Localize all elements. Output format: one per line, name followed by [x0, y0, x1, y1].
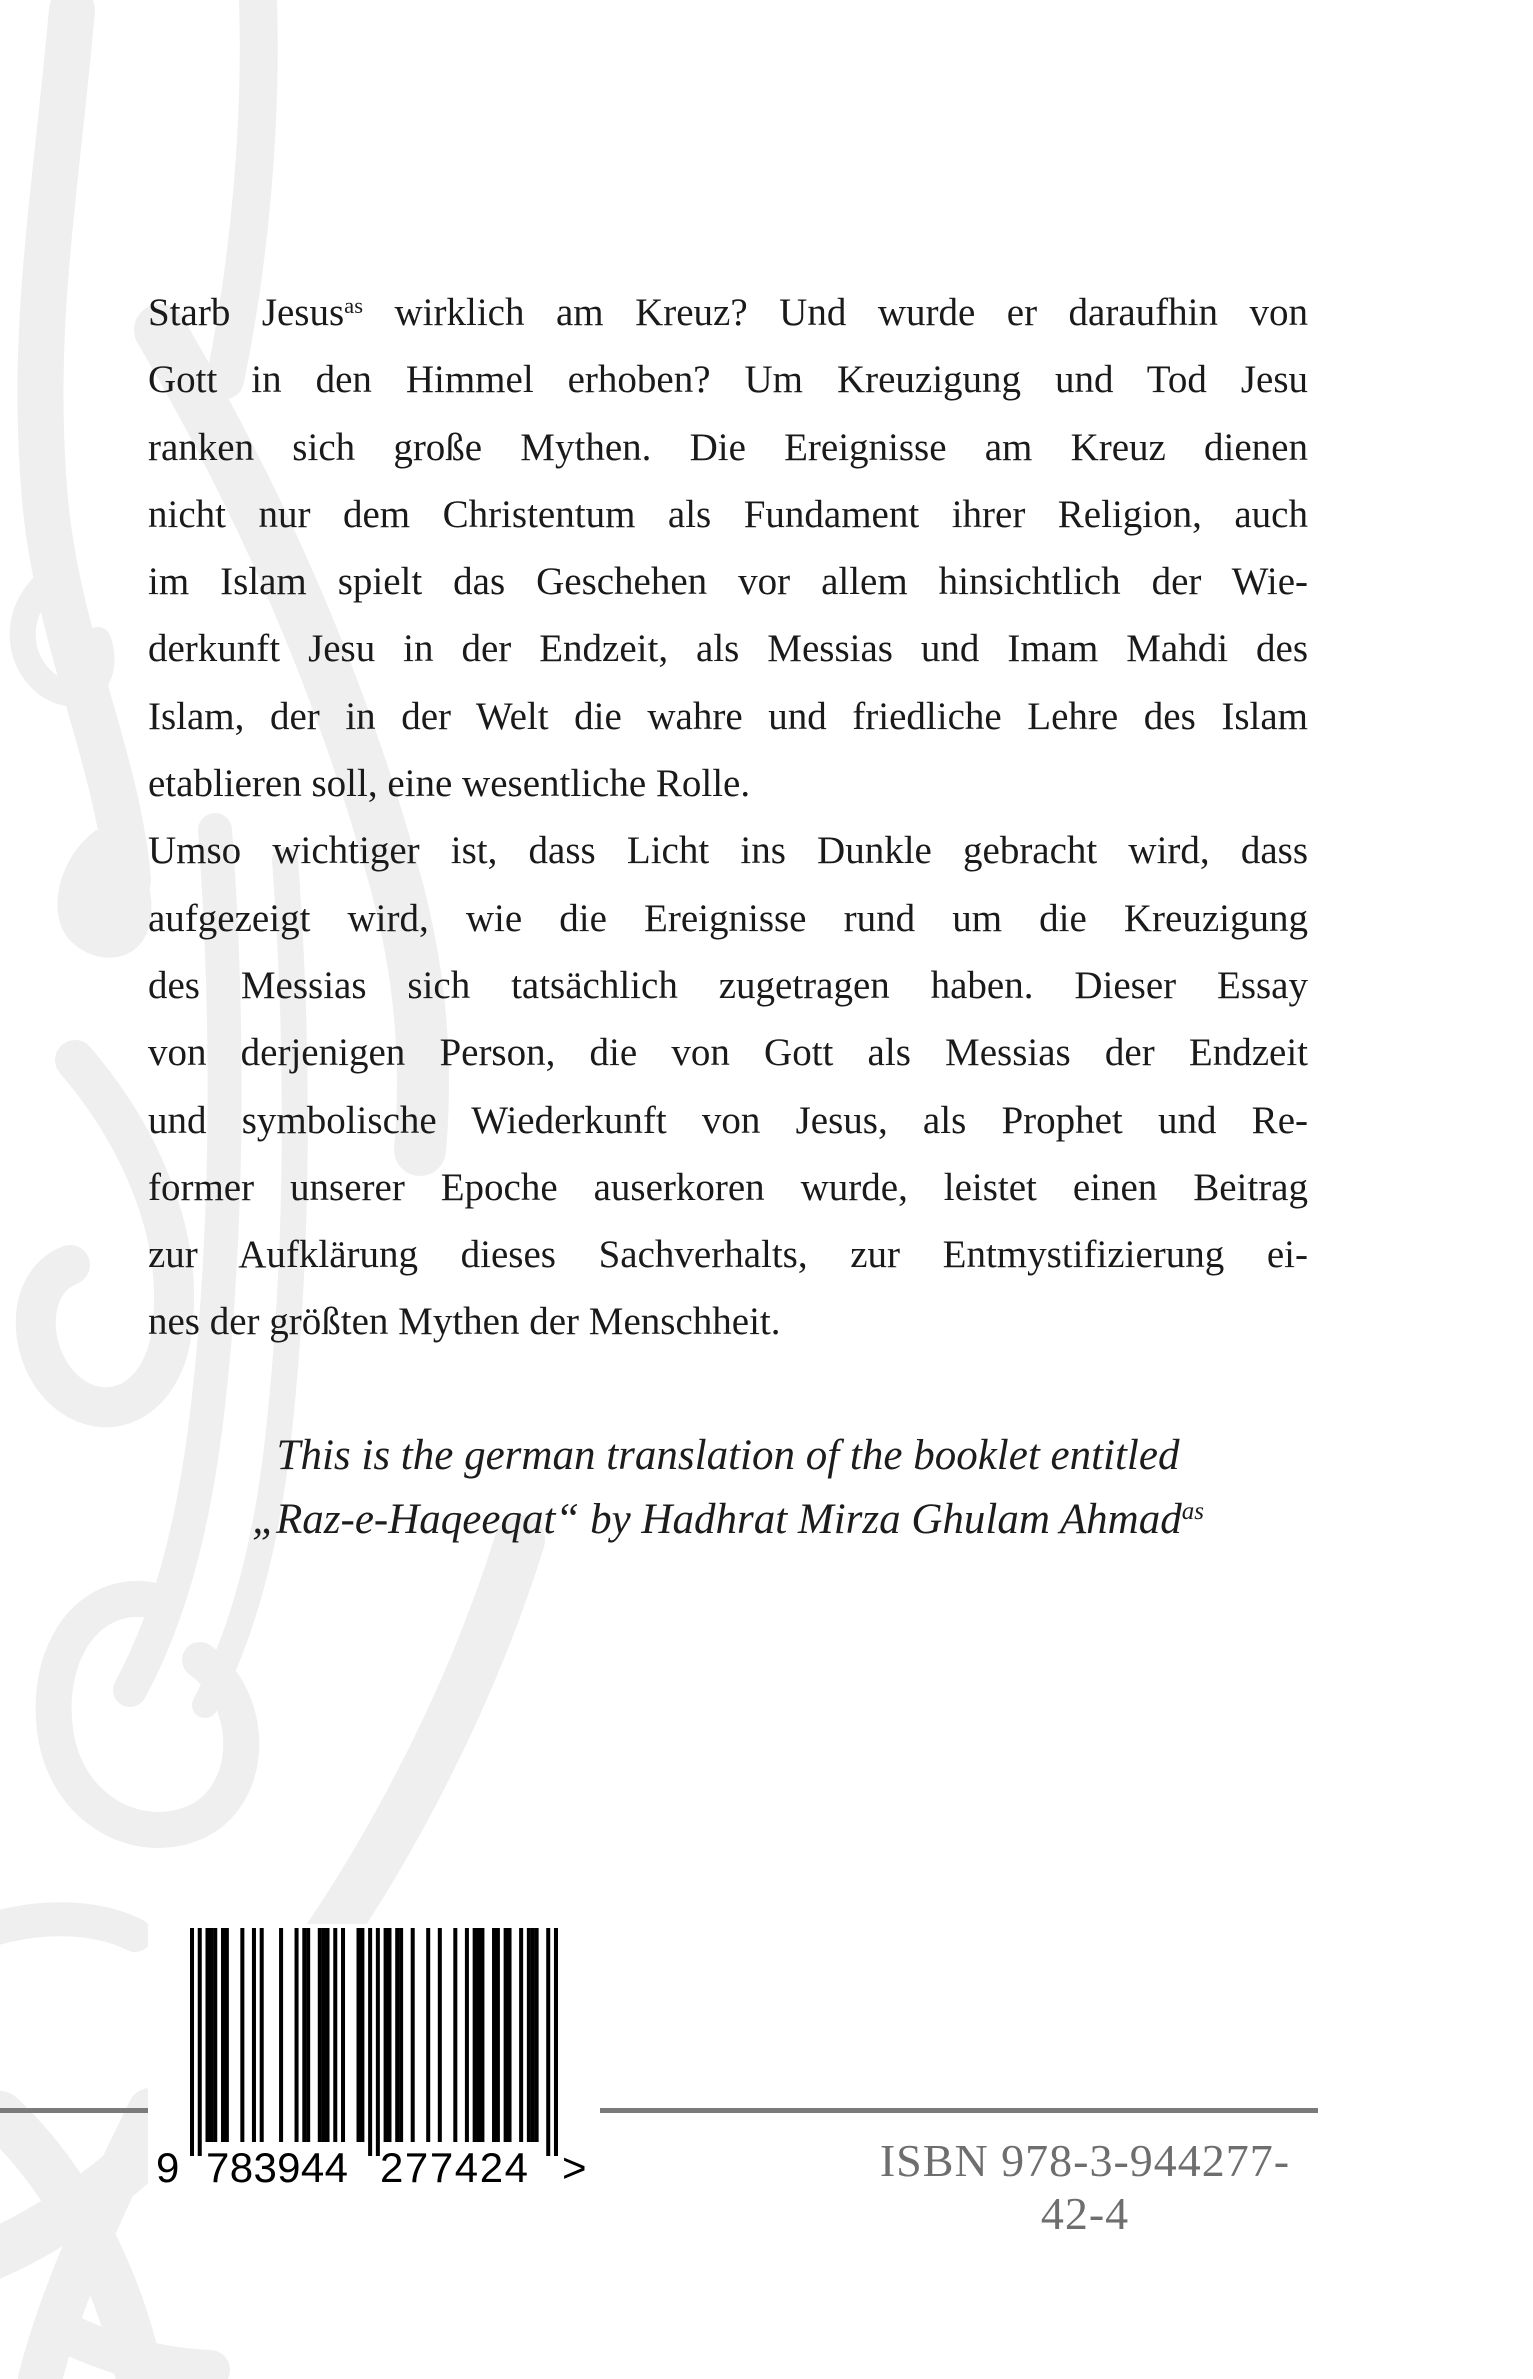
blurb-line: Starb Jesus$^{as}$ wirklich am Kreuz? Und wurde er daraufhin von: [148, 291, 1308, 334]
blurb-line: des Messias sich tatsächlich zugetragen haben. Dieser Essay: [148, 963, 1308, 1007]
barcode-digit-group-left: 783944: [206, 2144, 348, 2190]
blurb-line: Umso wichtiger ist, dass Licht ins Dunkle gebracht wird, dass: [148, 829, 1308, 873]
translation-note: [148, 1424, 1308, 1552]
blurb-line: ranken sich große Mythen. Die Ereignisse am Kreuz dienen: [148, 425, 1308, 469]
blurb-line: Gott in den Himmel erhoben? Um Kreuzigung und Tod Jesu: [148, 358, 1308, 402]
blurb-line: derkunft Jesu in der Endzeit, als Messias und Imam Mahdi des: [148, 627, 1308, 671]
barcode-trailing-mark: >: [562, 2144, 587, 2190]
blurb-line: Islam, der in der Welt die wahre und friedliche Lehre des Islam: [148, 694, 1308, 738]
blurb-line: im Islam spielt das Geschehen vor allem hinsichtlich der Wie-: [148, 560, 1308, 604]
barcode: [148, 1924, 600, 2190]
blurb-line: von derjenigen Person, die von Gott als Messias der Endzeit: [148, 1031, 1308, 1075]
blurb-line: nicht nur dem Christentum als Fundament ihrer Religion, auch: [148, 492, 1308, 536]
isbn-text: ISBN 978-3-944277-42-4: [879, 2135, 1291, 2239]
blurb-line: nes der größten Mythen der Menschheit.: [148, 1300, 781, 1344]
note-line: This is the german translation of the booklet entitled: [276, 1432, 1180, 1479]
blurb-line: etablieren soll, eine wesentliche Rolle.: [148, 762, 751, 806]
note-line: „Raz-e-Haqeeqat“ by Hadhrat Mirza Ghulam Ahmad$^{as}$: [252, 1496, 1204, 1543]
barcode-bars: [190, 1928, 558, 2156]
blurb-line: former unserer Epoche auserkoren wurde, leistet einen Beitrag: [148, 1165, 1308, 1209]
barcode-digit-group-right: 277424: [380, 2144, 528, 2190]
blurb-line: und symbolische Wiederkunft von Jesus, als Prophet und Re-: [148, 1098, 1308, 1142]
blurb-text: [148, 279, 1308, 1356]
blurb-line: zur Aufklärung dieses Sachverhalts, zur Entmystifizierung ei-: [148, 1233, 1308, 1277]
blurb-line: aufgezeigt wird, wie die Ereignisse rund um die Kreuzigung: [148, 896, 1308, 940]
barcode-digit-left: 9: [156, 2144, 180, 2190]
